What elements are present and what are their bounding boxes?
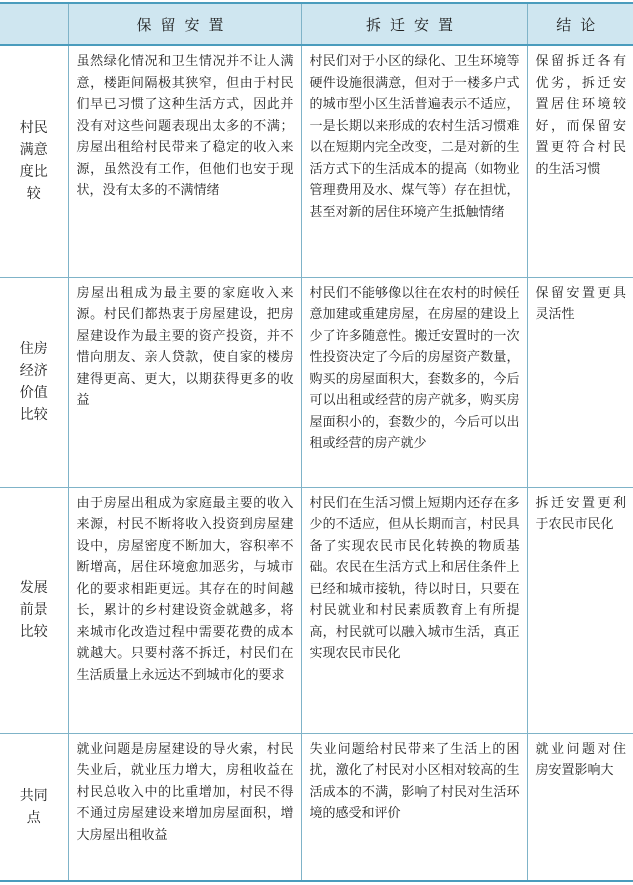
cell-conclusion: 保留拆迁各有优劣，拆迁安置居住环境较好，而保留安置更符合村民的生活习惯: [527, 45, 633, 277]
cell-relocate: 村民们在生活习惯上短期内还存在多少的不适应，但从长期而言，村民具备了实现农民市民化转换的物质基础。农民在生活方式上和居住条件上已经和城市接轨，待以时日，只要在村民就业和村民素质教育上有所提高，村民就可以融入城市生活，真正实现农民市民化: [301, 487, 527, 733]
cell-preserve: 就业问题是房屋建设的导火索，村民失业后，就业压力增大，房租收益在村民总收入中的比重增加，村民不得不通过房屋建设来增加房屋面积，增大房屋出租收益: [68, 733, 301, 881]
row-label: 发展前景比较: [0, 487, 68, 733]
cell-conclusion: 保留安置更具灵活性: [527, 277, 633, 487]
row-label: 村民满意度比较: [0, 45, 68, 277]
row-label: 住房经济价值比较: [0, 277, 68, 487]
comparison-table: [0, 2, 633, 882]
header-row: [0, 3, 633, 45]
cell-conclusion: 拆迁安置更利于农民市民化: [527, 487, 633, 733]
cell-relocate: 失业问题给村民带来了生活上的困扰，激化了村民对小区相对较高的生活成本的不满，影响了村民对生活环境的感受和评价: [301, 733, 527, 881]
table-row: [0, 733, 633, 881]
cell-preserve: 由于房屋出租成为家庭最主要的收入来源，村民不断将收入投资到房屋建设中，房屋密度不断加大，容积率不断增高，居住环境愈加恶劣，与城市化的要求相距更远。其存在的时间越长，累计的乡村建设资金就越多，将来城市化改造过程中需要花费的成本就越大。只要村落不拆迁，村民们在生活质量上永远达不到城市化的要求: [68, 487, 301, 733]
cell-preserve: 虽然绿化情况和卫生情况并不让人满意，楼距间隔极其狭窄，但由于村民们早已习惯了这种生活方式，因此并没有对这些问题表现出太多的不满；房屋出租给村民带来了稳定的收入来源，虽然没有工作，但他们也安于现状，没有太多的不满情绪: [68, 45, 301, 277]
header-relocate: 拆迁安置: [301, 3, 527, 45]
row-label: 共同点: [0, 733, 68, 881]
header-conclusion: 结论: [527, 3, 633, 45]
cell-preserve: 房屋出租成为最主要的家庭收入来源。村民们都热衷于房屋建设，把房屋建设作为最主要的资产投资，并不惜向朋友、亲人贷款，使自家的楼房建得更高、更大，以期获得更多的收益: [68, 277, 301, 487]
table-row: [0, 45, 633, 277]
cell-relocate: 村民们对于小区的绿化、卫生环境等硬件设施很满意，但对于一楼多户式的城市型小区生活普遍表示不适应，一是长期以来形成的农村生活习惯难以在短期内完全改变，二是对新的生活方式下的生活成本的提高（如物业管理费用及水、煤气等）存在担忧，甚至对新的居住环境产生抵触情绪: [301, 45, 527, 277]
cell-relocate: 村民们不能够像以往在农村的时候任意加建或重建房屋，在房屋的建设上少了许多随意性。搬迁安置时的一次性投资决定了今后的房屋资产数量，购买的房屋面积大，套数多的，今后可以出租或经营的房产就多，购买房屋面积小的，套数少的，今后可以出租或经营的房产就少: [301, 277, 527, 487]
cell-conclusion: 就业问题对住房安置影响大: [527, 733, 633, 881]
table-row: [0, 277, 633, 487]
table-row: [0, 487, 633, 733]
header-blank: [0, 3, 68, 45]
header-preserve: 保留安置: [68, 3, 301, 45]
